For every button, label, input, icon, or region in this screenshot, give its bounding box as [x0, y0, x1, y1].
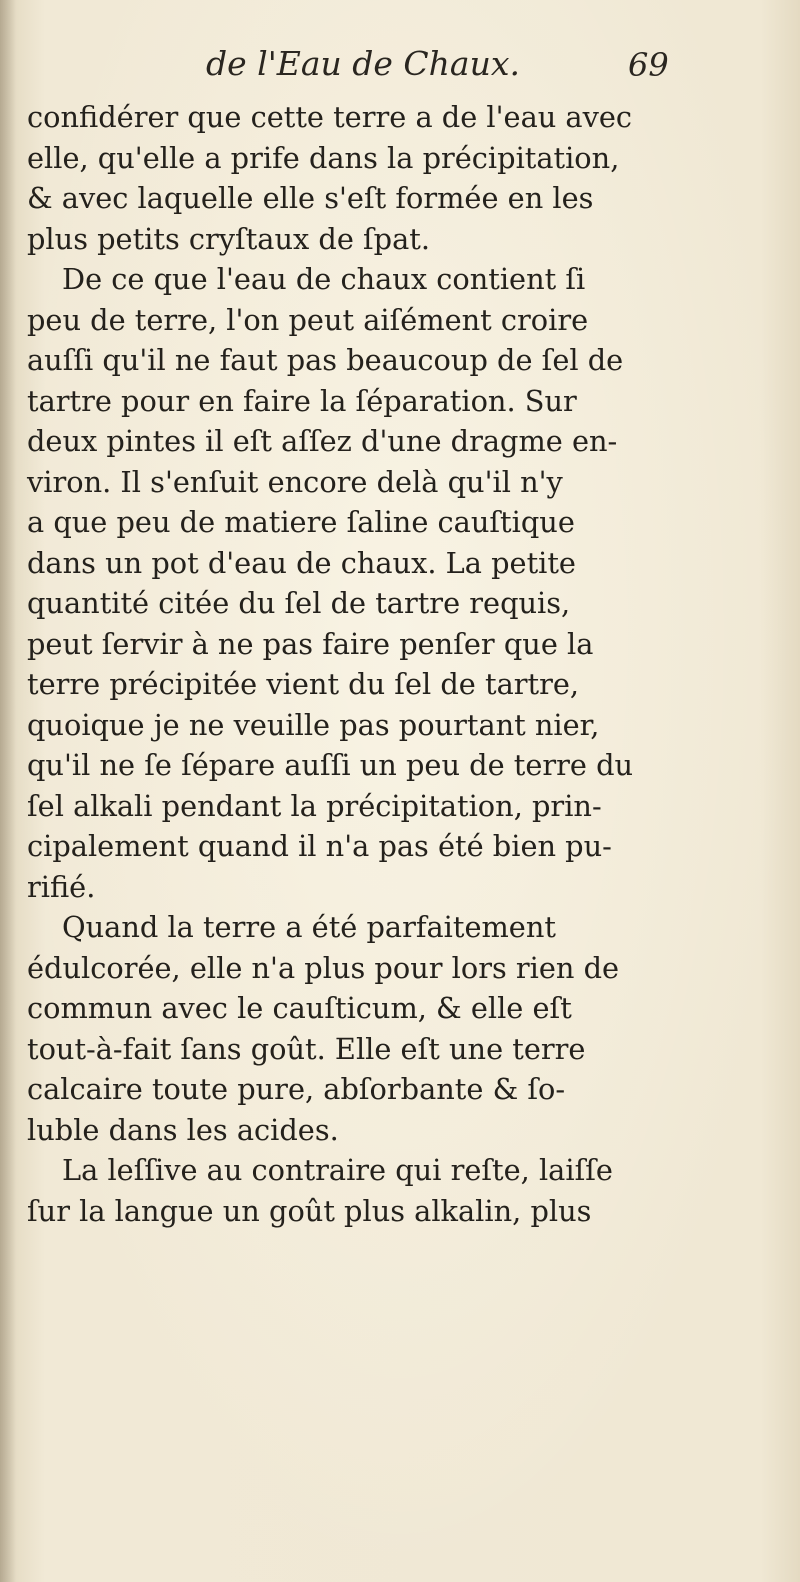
text-line: plus petits cryſtaux de ſpat.	[27, 221, 431, 256]
text-line: De ce que l'eau de chaux contient ſi	[62, 262, 586, 296]
text-line: cipalement quand il n'a pas été bien pu-	[27, 829, 612, 863]
binding-gutter-shadow	[0, 0, 16, 1582]
text-line: ſel alkali pendant la précipitation, prin-	[27, 788, 602, 823]
text-line: La leſſive au contraire qui reſte, laiſſe	[62, 1153, 613, 1187]
text-line: a que peu de matiere ſaline cauſtique	[27, 505, 575, 539]
text-line: quoique je ne veuille pas pourtant nier,	[27, 707, 600, 742]
text-line: tout-à-fait ſans goût. Elle eſt une terre	[27, 1031, 586, 1066]
text-line: dans un pot d'eau de chaux. La petite	[27, 545, 576, 580]
text-line: luble dans les acides.	[27, 1112, 339, 1147]
text-line: viron. Il s'enſuit encore delà qu'il n'y	[27, 464, 563, 499]
text-line: calcaire toute pure, abſorbante & ſo-	[27, 1072, 566, 1106]
text-line: commun avec le cauſticum, & elle eſt	[27, 991, 572, 1025]
text-line: quantité citée du ſel de tartre requis,	[27, 586, 571, 620]
text-line: édulcorée, elle n'a plus pour lors rien de	[27, 950, 620, 985]
text-line: & avec laquelle elle s'eſt formée en les	[27, 181, 594, 215]
text-line: qu'il ne ſe ſépare auſſi un peu de terre du	[27, 748, 634, 782]
text-line: terre précipitée vient du ſel de tartre,	[27, 667, 580, 701]
page-header	[0, 44, 800, 94]
page-number: 69	[628, 46, 669, 84]
running-title: de l'Eau de Chaux.	[206, 44, 520, 83]
text-line: confidérer que cette terre a de l'eau avec	[27, 100, 633, 134]
text-line: auſſi qu'il ne faut pas beaucoup de ſel de	[27, 343, 624, 377]
text-line: tartre pour en faire la ſéparation. Sur	[27, 383, 577, 418]
text-line: ſur la langue un goût plus alkalin, plus	[27, 1193, 592, 1228]
text-line: peut ſervir à ne pas faire penſer que la	[27, 626, 594, 661]
text-line: deux pintes il eſt aſſez d'une dragme en-	[27, 424, 618, 458]
text-line: elle, qu'elle a prife dans la précipitation,	[27, 140, 620, 175]
text-line: rifié.	[27, 869, 96, 904]
text-line: Quand la terre a été parfaitement	[62, 910, 556, 944]
text-line: peu de terre, l'on peut aiſément croire	[27, 302, 589, 337]
